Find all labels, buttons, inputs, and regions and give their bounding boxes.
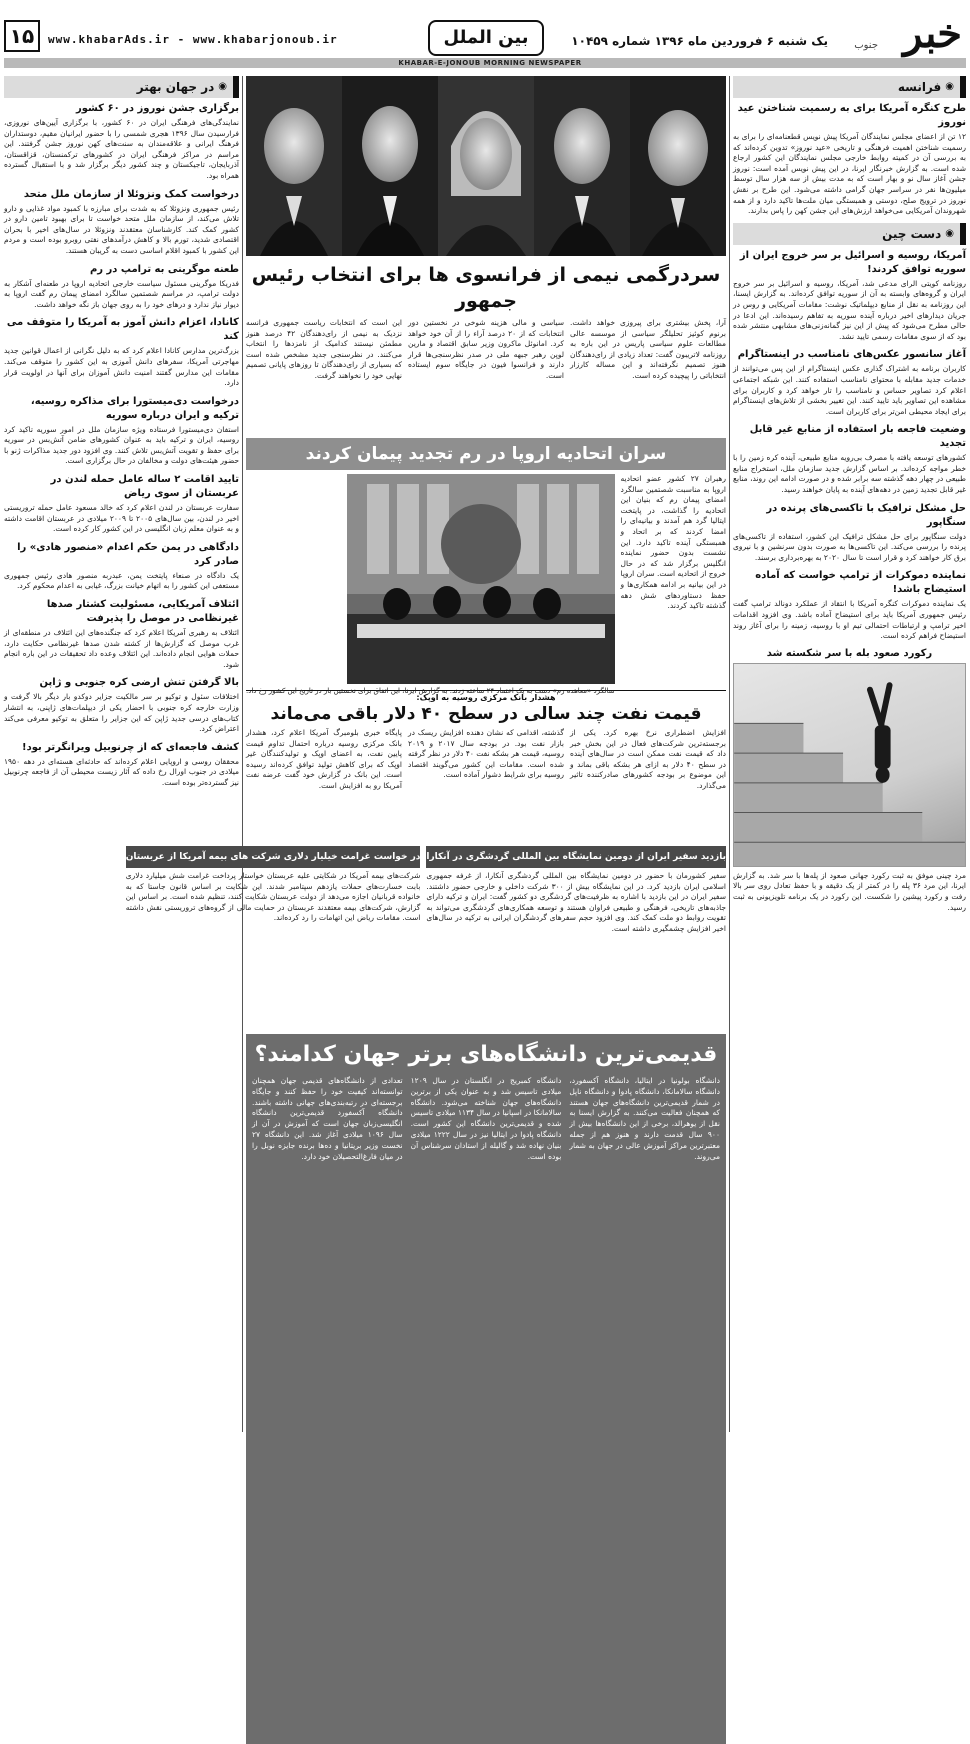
headstand-photo	[733, 663, 966, 867]
news-body: فدریکا موگرینی مسئول سیاست خارجی اتحادیه اروپا در طعنه‌ای آشکار به دولت ترامپ، در مراسم شصتمین سالگرد امضای پیمان رم گفت اروپا به دیوار نیاز ندارد و درهای خود را به روی جهان باز نگه خواهد داشت.	[4, 278, 239, 309]
news-title: طرح کنگره آمریکا برای به رسمیت شناختن عید نوروز	[737, 103, 966, 128]
news-body: رئیس جمهوری ونزوئلا که به شدت برای مبارزه با کمبود مواد غذایی و دارو تلاش می‌کند، از سازمان ملل متحد خواست تا برای بهبود تامین دارو در کشور کمک کند. کارشناسان معتقدند ونزوئلا در سال‌های اخیر با بحران اقتصادی شدید، تورم بالا و کاهش درآمدهای نفتی روبرو بوده است و مردم این کشور با کمبود اقلام اساسی دست به گریبان هستند.	[4, 203, 239, 255]
globe-icon: ◉	[218, 81, 227, 92]
universities-columns	[252, 1076, 720, 1166]
oil-headline[interactable]: قیمت نفت چند سالی در سطح ۴۰ دلار باقی می‌ماند	[270, 704, 702, 724]
universities-text-column	[569, 1076, 720, 1166]
photo-caption: مرد چینی موفق به ثبت رکورد جهانی صعود از پله‌ها با سر شد. به گزارش ایرنا، این مرد ۳۶ پله را در کمتر از یک دقیقه و با حفظ تعادل روی سر بالا رفت و رکورد پیشین را شکست. این رکورد در یک برنامه تلویزیونی به ثبت رسید.	[733, 870, 966, 912]
news-item[interactable]	[733, 569, 966, 641]
logo-sub: جنوب	[854, 40, 878, 51]
masthead	[0, 0, 970, 74]
newspaper-logo	[836, 6, 962, 62]
eu-summit-photo	[347, 474, 615, 684]
globe-icon: ◉	[945, 227, 954, 239]
universities-text-column	[411, 1076, 562, 1166]
news-title: آمریکا، روسیه و اسرائیل بر سر خروج ایران از سوریه توافق کردند!	[739, 249, 966, 275]
news-item[interactable]	[4, 188, 239, 257]
lead-text-column: این است که انتخابات ریاست جمهوری فرانسه نزدیک به نیمی از رای‌دهندگان ۴۲ درصد هنوز مطمئن نیستند کدامیک از نامزدها را انتخاب می‌کنند. در نظرسنجی جدید مشخص شده است که بسیاری از رای‌دهندگان تا روزهای پایانی تصمیم نهایی خود را نخواهند گرفت.	[246, 318, 402, 380]
universities-paragraph: دانشگاه کمبریج در انگلستان در سال ۱۲۰۹ میلادی تاسیس شد و به عنوان یکی از برترین دانشگاه‌های جهان شناخته می‌شود. دانشگاه سالامانکا در اسپانیا در سال ۱۱۳۴ میلادی تاسیس شده و قدیمی‌ترین دانشگاه این کشور است. دانشگاه پادوا در ایتالیا نیز در سال ۱۲۲۲ میلادی بنیان نهاده شد و گالیله از استادان سرشناس آن بوده است.	[410, 1076, 562, 1161]
news-title: کشف فاجعه‌ای که از چرنوبیل ویرانگرتر بود!	[22, 741, 239, 753]
universities-feature	[246, 1034, 726, 1744]
logo-text: خبر	[903, 10, 962, 57]
eu-headline[interactable]: سران اتحادیه اروپا در رم تجدید پیمان کردند	[246, 438, 726, 470]
news-item[interactable]	[4, 316, 239, 388]
column-divider	[729, 76, 730, 1432]
oil-kicker: هشدار بانک مرکزی روسیه به اوپک:	[246, 690, 726, 702]
lead-text-column: سیاسی و مالی هزینه شوخی در نخستین دور انتخابات که از ۲۰ درصد آراء را از آن خود خواهد کرد. امانوئل ماکرون وزیر سابق اقتصاد و مارین لوپن رهبر جبهه ملی در صدر نظرسنجی‌ها قرار دارند و فرانسوا فیون در جایگاه سوم ایستاده است.	[408, 318, 564, 380]
news-body: محققان روسی و اروپایی اعلام کرده‌اند که حادثه‌ای هسته‌ای در دهه ۱۹۵۰ میلادی در جنوب اورال رخ داده که آثار زیست محیطی آن از فاجعه چرنوبیل نیز گسترده‌تر بوده است.	[4, 756, 239, 787]
news-body: سفارت عربستان در لندن اعلام کرد که خالد مسعود عامل حمله تروریستی اخیر در لندن، بین سال‌های ۲۰۰۵ تا ۲۰۰۹ میلادی در عربستان اقامت داشته و به عنوان معلم زبان انگلیسی در این کشور کار کرده است.	[4, 503, 240, 534]
news-title: وضعیت فاجعه بار استفاده از منابع غیر قابل تجدید	[749, 424, 966, 450]
news-body: نمایندگی‌های فرهنگی ایران در ۶۰ کشور، با برگزاری آیین‌های نوروزی، فرارسیدن سال ۱۳۹۶ هجری شمسی را با حضور ایرانیان مقیم، دوستداران فرهنگ ایرانی و علاقه‌مندان به سنت‌های کهن نوروز جشن گرفتند. این مراسم در مراکز فرهنگی ایران در کشورهای ترکمنستان، قزاقستان، آذربایجان، تاجیکستان و چند کشور دیگر برگزار شد و با استقبال گسترده همراه بود.	[4, 118, 239, 180]
universities-paragraph: تعدادی از دانشگاه‌های قدیمی جهان همچنان توانسته‌اند کیفیت خود را حفظ کنند و جایگاه برجسته‌ای در رتبه‌بندی‌های جهانی داشته باشند. دانشگاه آکسفورد قدیمی‌ترین دانشگاه انگلیسی‌زبان جهان است که آموزش در آن از سال ۱۰۹۶ میلادی آغاز شد. این دانشگاه ۲۷ نخست وزیر بریتانیا و ده‌ها برنده جایزه نوبل را در میان فارغ‌التحصیلان خود دارد.	[251, 1076, 403, 1161]
issue-info: یک شنبه ۶ فروردین ماه ۱۳۹۶ شماره ۱۰۴۵۹	[571, 34, 828, 48]
universities-headline[interactable]: قدیمی‌ترین دانشگاه‌های برتر جهان کدامند؟	[254, 1042, 718, 1067]
news-title: ائتلاف آمریکایی، مسئولیت کشتار صدها غیرنظامی در موصل را پذیرفت	[46, 599, 239, 625]
stairs-graphic	[734, 664, 965, 866]
candidate-portrait	[630, 76, 726, 256]
news-body: ائتلاف به رهبری آمریکا اعلام کرد که جنگنده‌های این ائتلاف در منطقه‌ای از غرب موصل که گزارش‌ها از کشته شدن صدها غیرنظامی حکایت دارد، حملات هوایی انجام داده‌اند. این ائتلاف وعده داد تحقیقات در این باره انجام شود.	[4, 628, 239, 669]
insurance-text: شرکت‌های بیمه آمریکا در شکایتی علیه عربستان خواستار پرداخت غرامت شش میلیارد دلاری بابت خسارت‌های حملات یازدهم سپتامبر شدند. این شکایت بر اساس قانون جاستا که به خانواده قربانیان اجازه می‌دهد از دولت عربستان شکایت کنند، تنظیم شده است. بر اساس این گزارش، شرکت‌های بیمه معتقدند عربستان در حمایت مالی از گروه‌های تروریستی نقش داشته است. مقامات ریاض این اتهامات را رد کرده‌اند.	[125, 871, 421, 923]
news-body: دولت سنگاپور برای حل مشکل ترافیک این کشور، استفاده از تاکسی‌های پرنده را بررسی می‌کند. این تاکسی‌ها به صورت بدون سرنشین و با نیروی برق کار خواهند کرد و قرار است تا سال ۲۰۲۰ به بهره‌برداری برسند.	[733, 531, 966, 562]
section-title: بین الملل	[428, 20, 544, 56]
oil-text-column: گذشته، اقدامی که نشان دهنده افزایش ریسک در بازار نفت بود. در بودجه سال ۲۰۱۷ و ۲۰۱۹ روسیه، قیمت هر بشکه نفت ۴۰ دلار در نظر گرفته شده است. مقامات این کشور می‌گویند اقتصاد روسیه برای شرایط دشوار آماده است.	[408, 728, 565, 780]
universities-paragraph: دانشگاه بولونیا در ایتالیا، دانشگاه آکسفورد، دانشگاه سالامانکا، دانشگاه پادوا و دانشگاه ناپل در شمار قدیمی‌ترین دانشگاه‌های جهان هستند که همچنان فعالیت می‌کنند. به گزارش ایسنا به نقل از یوهرالد، برخی از این دانشگاه‌ها بیش از ۹۰۰ سال قدمت دارند و هنوز هم از جمله معتبرترین مراکز آموزش عالی در جهان به شمار می‌روند.	[569, 1076, 720, 1161]
news-item[interactable]	[733, 249, 966, 343]
tourism-headline[interactable]: بازدید سفیر ایران از دومین نمایشگاه بین المللی گردشگری در آنکارا	[426, 846, 726, 868]
oil-text-column: افزایش اضطراری نرخ بهره کرد. یکی از برجسته‌ترین شرکت‌های فعال در این بخش خبر داد که قیمت نفت ممکن است در سال‌های آینده در سطح ۴۰ دلار به ازای هر بشکه باقی بماند و این موضوع بر بودجه کشورهای صادرکننده تاثیر می‌گذارد.	[570, 728, 726, 790]
oil-text-column: پایگاه خبری بلومبرگ آمریکا اعلام کرد، هشدار بانک مرکزی روسیه درباره احتمال تداوم قیمت پایین نفت، به اعضای اوپک و تولیدکنندگان غیر اوپک که برای کاهش تولید توافق کرده‌اند رسیده است. این بانک در گزارش خود گفت عرضه نفت آمریکا رو به افزایش است.	[246, 728, 402, 790]
eu-story	[246, 474, 726, 695]
news-title: برگزاری جشن نوروز در ۶۰ کشور	[75, 103, 239, 114]
news-title: درخواست دی‌میستورا برای مذاکره روسیه، ترکیه و ایران درباره سوریه	[30, 395, 239, 421]
right-section-label: دست چین	[882, 226, 942, 241]
candidate-portrait	[438, 76, 534, 256]
news-title: درخواست کمک ونزوئلا از سازمان ملل متحد	[23, 188, 239, 200]
news-body: استفان دی‌میستورا فرستاده ویژه سازمان ملل در امور سوریه تاکید کرد روسیه، ایران و ترکیه باید به عنوان کشورهای ضامن آتش‌بس در سوریه برای حفظ و تقویت آتش‌بس تلاش کنند. وی افزود دور جدید مذاکرات ژنو با حضور هیئت‌های دولت و مخالفان در حال برگزاری است.	[4, 424, 239, 466]
left-section-tag	[4, 76, 239, 98]
lead-text-column: آرا، پخش بیشتری برای پیروزی خواهد داشت. برنوم کوئیز تحلیلگر سیاسی از موسسه عالی مطالعات علوم سیاسی پاریس در این باره به روزنامه لاتریبون گفت: تعداد زیادی از رای‌دهندگان هنوز تصمیم نگرفته‌اند و این مساله کارزار انتخاباتی را پیچیده کرده است.	[570, 318, 726, 380]
page-number: ۱۵	[4, 20, 40, 52]
candidate-portrait	[246, 76, 342, 256]
news-item[interactable]	[733, 502, 966, 564]
news-title: آغاز سانسور عکس‌های نامناسب در اینستاگرام	[737, 349, 966, 361]
news-body: یک نماینده دموکرات کنگره آمریکا با انتقاد از عملکرد دونالد ترامپ گفت رئیس جمهوری آمریکا باید برای استیضاح آماده باشد. وی افزود اقدامات اخیر ترامپ و ارتباطات احتمالی تیم او با روسیه، زمینه را برای آغاز روند استیضاح فراهم کرده است.	[733, 599, 966, 641]
news-item[interactable]	[4, 598, 239, 670]
news-title: دادگاهی در یمن حکم اعدام «منصور هادی» را صادر کرد	[17, 541, 239, 567]
candidates-photo	[246, 76, 726, 256]
right-section-tag	[733, 76, 966, 98]
strap-text: KHABAR-E-JONOUB MORNING NEWSPAPER	[398, 59, 582, 67]
news-item[interactable]	[733, 423, 966, 495]
candidate-portrait	[342, 76, 438, 256]
news-body: ۱۲ تن از اعضای مجلس نمایندگان آمریکا پیش نویس قطعنامه‌ای را برای به رسمیت شناختن اهمیت فرهنگی و تاریخی «عید نوروز» تدوین کرده‌اند که به بررسی آن در کمیته روابط خارجی مجلس نمایندگان این کشور ارجاع شده است. به گزارش خبرنگار ایرنا، در این پیش نویس آمده است: نوروز جشن آغاز سال نو و بهار است که به مدت بیش از سه هزار سال توسط میلیون‌ها نفر در سراسر جهان گرامی داشته می‌شود. این طرح بر نقش نوروز در ترویج صلح، دوستی و همبستگی میان ملت‌ها تاکید دارد و از همه شهروندان آمریکایی می‌خواهد ارزش‌های این جشن کهن را پاس بدارند.	[733, 132, 966, 216]
right-column	[733, 76, 966, 1432]
news-title: حل مشکل ترافیک با تاکسی‌های پرنده در سنگاپور	[766, 502, 966, 528]
news-body: کاربران برنامه به اشتراک گذاری عکس اینستاگرام از این پس می‌توانند از خدمات جدید مقابله با محتوای نامناسب استفاده کنند. این شبکه اجتماعی اعلام کرد تصاویر حساس و نامناسب را تار خواهد کرد و کاربران برای مشاهده این تصاویر باید تایید کنند. این تغییر بخشی از تلاش‌های اینستاگرام برای ایجاد محیطی امن‌تر برای کاربران است.	[733, 364, 966, 416]
news-body: یک دادگاه در صنعاء پایتخت یمن، عبدربه منصور هادی رئیس جمهوری مستعفی این کشور را به اتهام خیانت بزرگ، غیابی به اعدام محکوم کرد.	[4, 570, 239, 591]
eu-photo-wrap	[246, 474, 615, 695]
news-title: تایید اقامت ۲ ساله عامل حمله لندن در عربستان از سوی ریاض	[50, 474, 239, 500]
news-body: اختلافات سئول و توکیو بر سر مالکیت جزایر دوکدو بار دیگر بالا گرفت و وزارت خارجه کره جنوبی با احضار یکی از دیپلمات‌های ژاپنی، به انتشار کتاب‌های درسی جدید ژاپن که این جزایر را متعلق به توکیو معرفی می‌کند اعتراض کرد.	[4, 692, 239, 734]
news-item[interactable]	[4, 741, 239, 789]
candidate-portrait	[534, 76, 630, 256]
right-section-tag	[733, 223, 966, 245]
site-urls[interactable]: www.khabarAds.ir - www.khabarjonoub.ir	[48, 33, 338, 46]
lead-headline[interactable]: سردرگمی نیمی از فرانسوی ها برای انتخاب رئیس جمهور	[251, 264, 721, 312]
eu-text: رهبران ۲۷ کشور عضو اتحادیه اروپا به مناسبت شصتمین سالگرد امضای پیمان رم که بنیان این اتحادیه را گذاشت، در پایتخت ایتالیا گرد هم آمدند و بیانیه‌ای را امضا کردند که بر اتحاد و همبستگی آینده تاکید دارد. این نشست بدون حضور نماینده انگلیس برگزار شد که در حال خروج از اتحادیه است. سران اروپا در این بیانیه بر ادامه همکاری‌ها و حفظ دستاوردهای شش دهه گذشته تاکید کردند.	[620, 474, 726, 611]
universities-text-column	[252, 1076, 403, 1166]
tourism-story	[426, 846, 726, 1028]
right-section-label: فرانسه	[897, 80, 942, 94]
news-item[interactable]	[733, 102, 966, 217]
oil-body	[246, 728, 726, 840]
tourism-text: سفیر کشورمان با حضور در دومین نمایشگاه بین المللی گردشگری آنکارا، از غرفه جمهوری اسلامی ایران بازدید کرد. در این نمایشگاه بیش از ۳۰۰ شرکت داخلی و خارجی حضور داشتند. سفیر ایران در این بازدید با اشاره به ظرفیت‌های گردشگری دو کشور گفت: ایران و ترکیه دارای جاذبه‌های تاریخی، فرهنگی و طبیعی فراوان هستند و توسعه همکاری‌های گردشگری می‌تواند به تقویت روابط دو ملت کمک کند. وی افزود حجم سفرهای گردشگران ایرانی به ترکیه در سال‌های اخیر افزایش چشمگیری داشته است.	[426, 871, 726, 933]
insurance-story	[126, 846, 421, 1028]
insurance-headline[interactable]: در خواست غرامت خیلیار دلاری شرکت های بیمه آمریکا از عربستان	[126, 846, 421, 868]
news-item[interactable]	[4, 473, 239, 535]
news-body: بزرگ‌ترین مدارس کانادا اعلام کرد که به دلیل نگرانی از اعمال قوانین جدید مهاجرتی آمریکا، سفرهای دانش آموزی به این کشور را متوقف می‌کند. مقامات این مدارس گفتند امنیت دانش آموزان برای آنها در اولویت قرار دارد.	[4, 346, 239, 388]
left-section-label: در جهان بهتر	[136, 80, 215, 94]
news-item[interactable]	[4, 263, 239, 311]
dual-stories	[125, 846, 726, 1028]
news-item[interactable]	[4, 395, 239, 467]
news-item[interactable]	[4, 102, 239, 182]
eu-text-wrap	[621, 474, 726, 684]
news-title: نماینده دموکرات از ترامپ خواست که آماده استیضاح باشد!	[755, 570, 966, 596]
news-title: بالا گرفتن تنش ارضی کره جنوبی و ژاپن	[39, 677, 239, 689]
news-body: کشورهای توسعه یافته با مصرف بی‌رویه منابع طبیعی، آینده کره زمین را با خطر مواجه کرده‌اند. بر اساس گزارش جدید سازمان ملل، استخراج منابع طبیعی در چهار دهه گذشته سه برابر شده و در صورت ادامه این روند، منابع غیر قابل تجدید زمین در دهه‌های آینده به پایان خواهند رسید.	[733, 453, 966, 495]
news-title: کانادا، اعزام دانش آموز به آمریکا را متوقف می کند	[6, 317, 239, 343]
news-item[interactable]	[4, 676, 239, 734]
lead-body	[246, 318, 726, 434]
eu-photo	[347, 474, 615, 684]
photo-title[interactable]: رکورد صعود بله با سر شکسته شد	[766, 647, 933, 659]
news-item[interactable]	[733, 348, 966, 417]
news-title: طعنه موگرینی به ترامپ در رم	[89, 263, 239, 275]
column-divider	[242, 76, 243, 1432]
news-body: روزنامه کویتی الرای مدعی شد، آمریکا، روسیه و اسرائیل بر سر خروج ایران و گروه‌های وابسته به آن از سوریه توافق کرده‌اند. به گزارش ایسنا، این روزنامه به نقل از منابع دیپلماتیک نوشت: مقامات آمریکایی و روس در جریان دیدارهای اخیر درباره آینده سوریه به تفاهم رسیده‌اند. این ادعا در حالی مطرح می‌شود که پیش از این نیز گمانه‌زنی‌های مشابهی منتشر شده بود که از سوی مقامات رسمی تایید نشد.	[733, 278, 966, 341]
left-column	[4, 76, 239, 1432]
eu-caption: سالگرد «معاهده رم» دست به یک اعتماد ۲۴ ساعته زدند. به گزارش ایرنا، این اتفاق برای نخستین بار در تاریخ این کشور رخ داد.	[246, 687, 615, 695]
news-item[interactable]	[4, 541, 239, 592]
candidates-photo-graphic	[246, 76, 726, 256]
globe-icon: ◉	[945, 81, 954, 92]
